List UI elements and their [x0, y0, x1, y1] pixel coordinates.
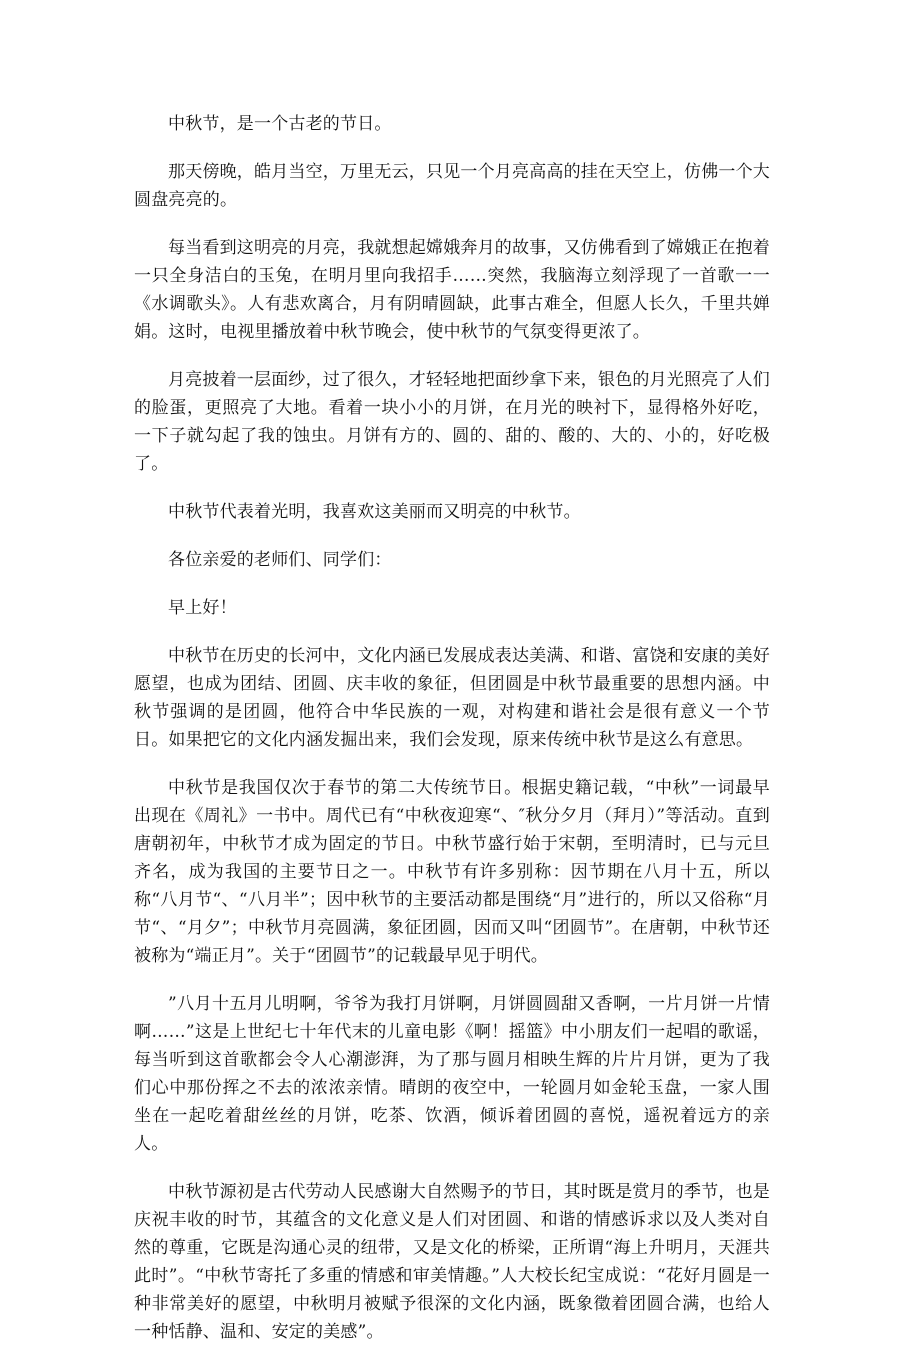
- paragraph-closing: 中秋节代表着光明，我喜欢这美丽而又明亮的中秋节。: [168, 502, 581, 522]
- paragraph-good-morning: 早上好！: [168, 598, 237, 618]
- paragraph-greeting: 各位亲爱的老师们、同学们：: [168, 550, 392, 570]
- paragraph-intro: 中秋节，是一个古老的节日。: [168, 114, 392, 134]
- paragraph-history: 中秋节是我国仅次于春节的第二大传统节日。根据史籍记载，“中秋”一词最早出现在《周礼》一书中。周代已有“中秋夜迎寒“、″秋分夕月（拜月）”等活动。直到唐朝初年，中秋节才成为固定的节日。中秋节盛行始于宋朝，至明清时，已与元旦齐名，成为我国的主要节日之一。中秋节有许多别称：因节期在八月十五，所以称“八月节“、“八月半”；因中秋节的主要活动都是围绕“月”进行的，所以又俗称“月节“、“月夕”；中秋节月亮圆满，象征团圆，因而又叫“团圆节”。在唐朝，中秋节还被称为“端正月”。关于“团圆节”的记载最早见于明代。: [134, 778, 770, 966]
- paragraph-origin: 中秋节源初是古代劳动人民感谢大自然赐予的节日，其时既是赏月的季节，也是庆祝丰收的时节，其蕴含的文化意义是人们对团圆、和谐的情感诉求以及人类对自然的尊重，它既是沟通心灵的纽带，又是文化的桥梁，正所谓“海上升明月，天涯共此时”。“中秋节寄托了多重的情感和审美情趣。”人大校长纪宝成说：“花好月圆是一种非常美好的愿望，中秋明月被赋予很深的文化内涵，既象徵着团圆合满，也给人一种恬静、温和、安定的美感”。: [134, 1182, 770, 1342]
- document-body: [134, 110, 770, 1366]
- paragraph-song: ”八月十五月儿明啊，爷爷为我打月饼啊，月饼圆圆甜又香啊，一片月饼一片情啊……”这是上世纪七十年代末的儿童电影《啊！摇篮》中小朋友们一起唱的歌谣，每当听到这首歌都会令人心潮澎湃，为了那与圆月相映生辉的片片月饼，更为了我们心中那份挥之不去的浓浓亲情。晴朗的夜空中，一轮圆月如金轮玉盘，一家人围坐在一起吃着甜丝丝的月饼，吃茶、饮酒，倾诉着团圆的喜悦，遥祝着远方的亲人。: [134, 994, 770, 1154]
- paragraph-change-legend: 每当看到这明亮的月亮，我就想起嫦娥奔月的故事，又仿佛看到了嫦娥正在抱着一只全身洁白的玉兔，在明月里向我招手……突然，我脑海立刻浮现了一首歌一一《水调歌头》。人有悲欢离合，月有阴晴圆缺，此事古难全，但愿人长久，千里共婵娟。这时，电视里播放着中秋节晚会，使中秋节的气氛变得更浓了。: [134, 238, 770, 342]
- paragraph-cultural-meaning: 中秋节在历史的长河中，文化内涵已发展成表达美满、和谐、富饶和安康的美好愿望，也成为团结、团圆、庆丰收的象征，但团圆是中秋节最重要的思想内涵。中秋节强调的是团圆，他符合中华民族的一观，对构建和谐社会是很有意义一个节日。如果把它的文化内涵发掘出来，我们会发现，原来传统中秋节是这么有意思。: [134, 646, 770, 750]
- paragraph-evening: 那天傍晚，皓月当空，万里无云，只见一个月亮高高的挂在天空上，仿佛一个大圆盘亮亮的。: [134, 162, 770, 210]
- paragraph-mooncake: 月亮披着一层面纱，过了很久，才轻轻地把面纱拿下来，银色的月光照亮了人们的脸蛋，更照亮了大地。看着一块小小的月饼，在月光的映衬下，显得格外好吃，一下子就勾起了我的蚀虫。月饼有方的、圆的、甜的、酸的、大的、小的，好吃极了。: [134, 370, 770, 474]
